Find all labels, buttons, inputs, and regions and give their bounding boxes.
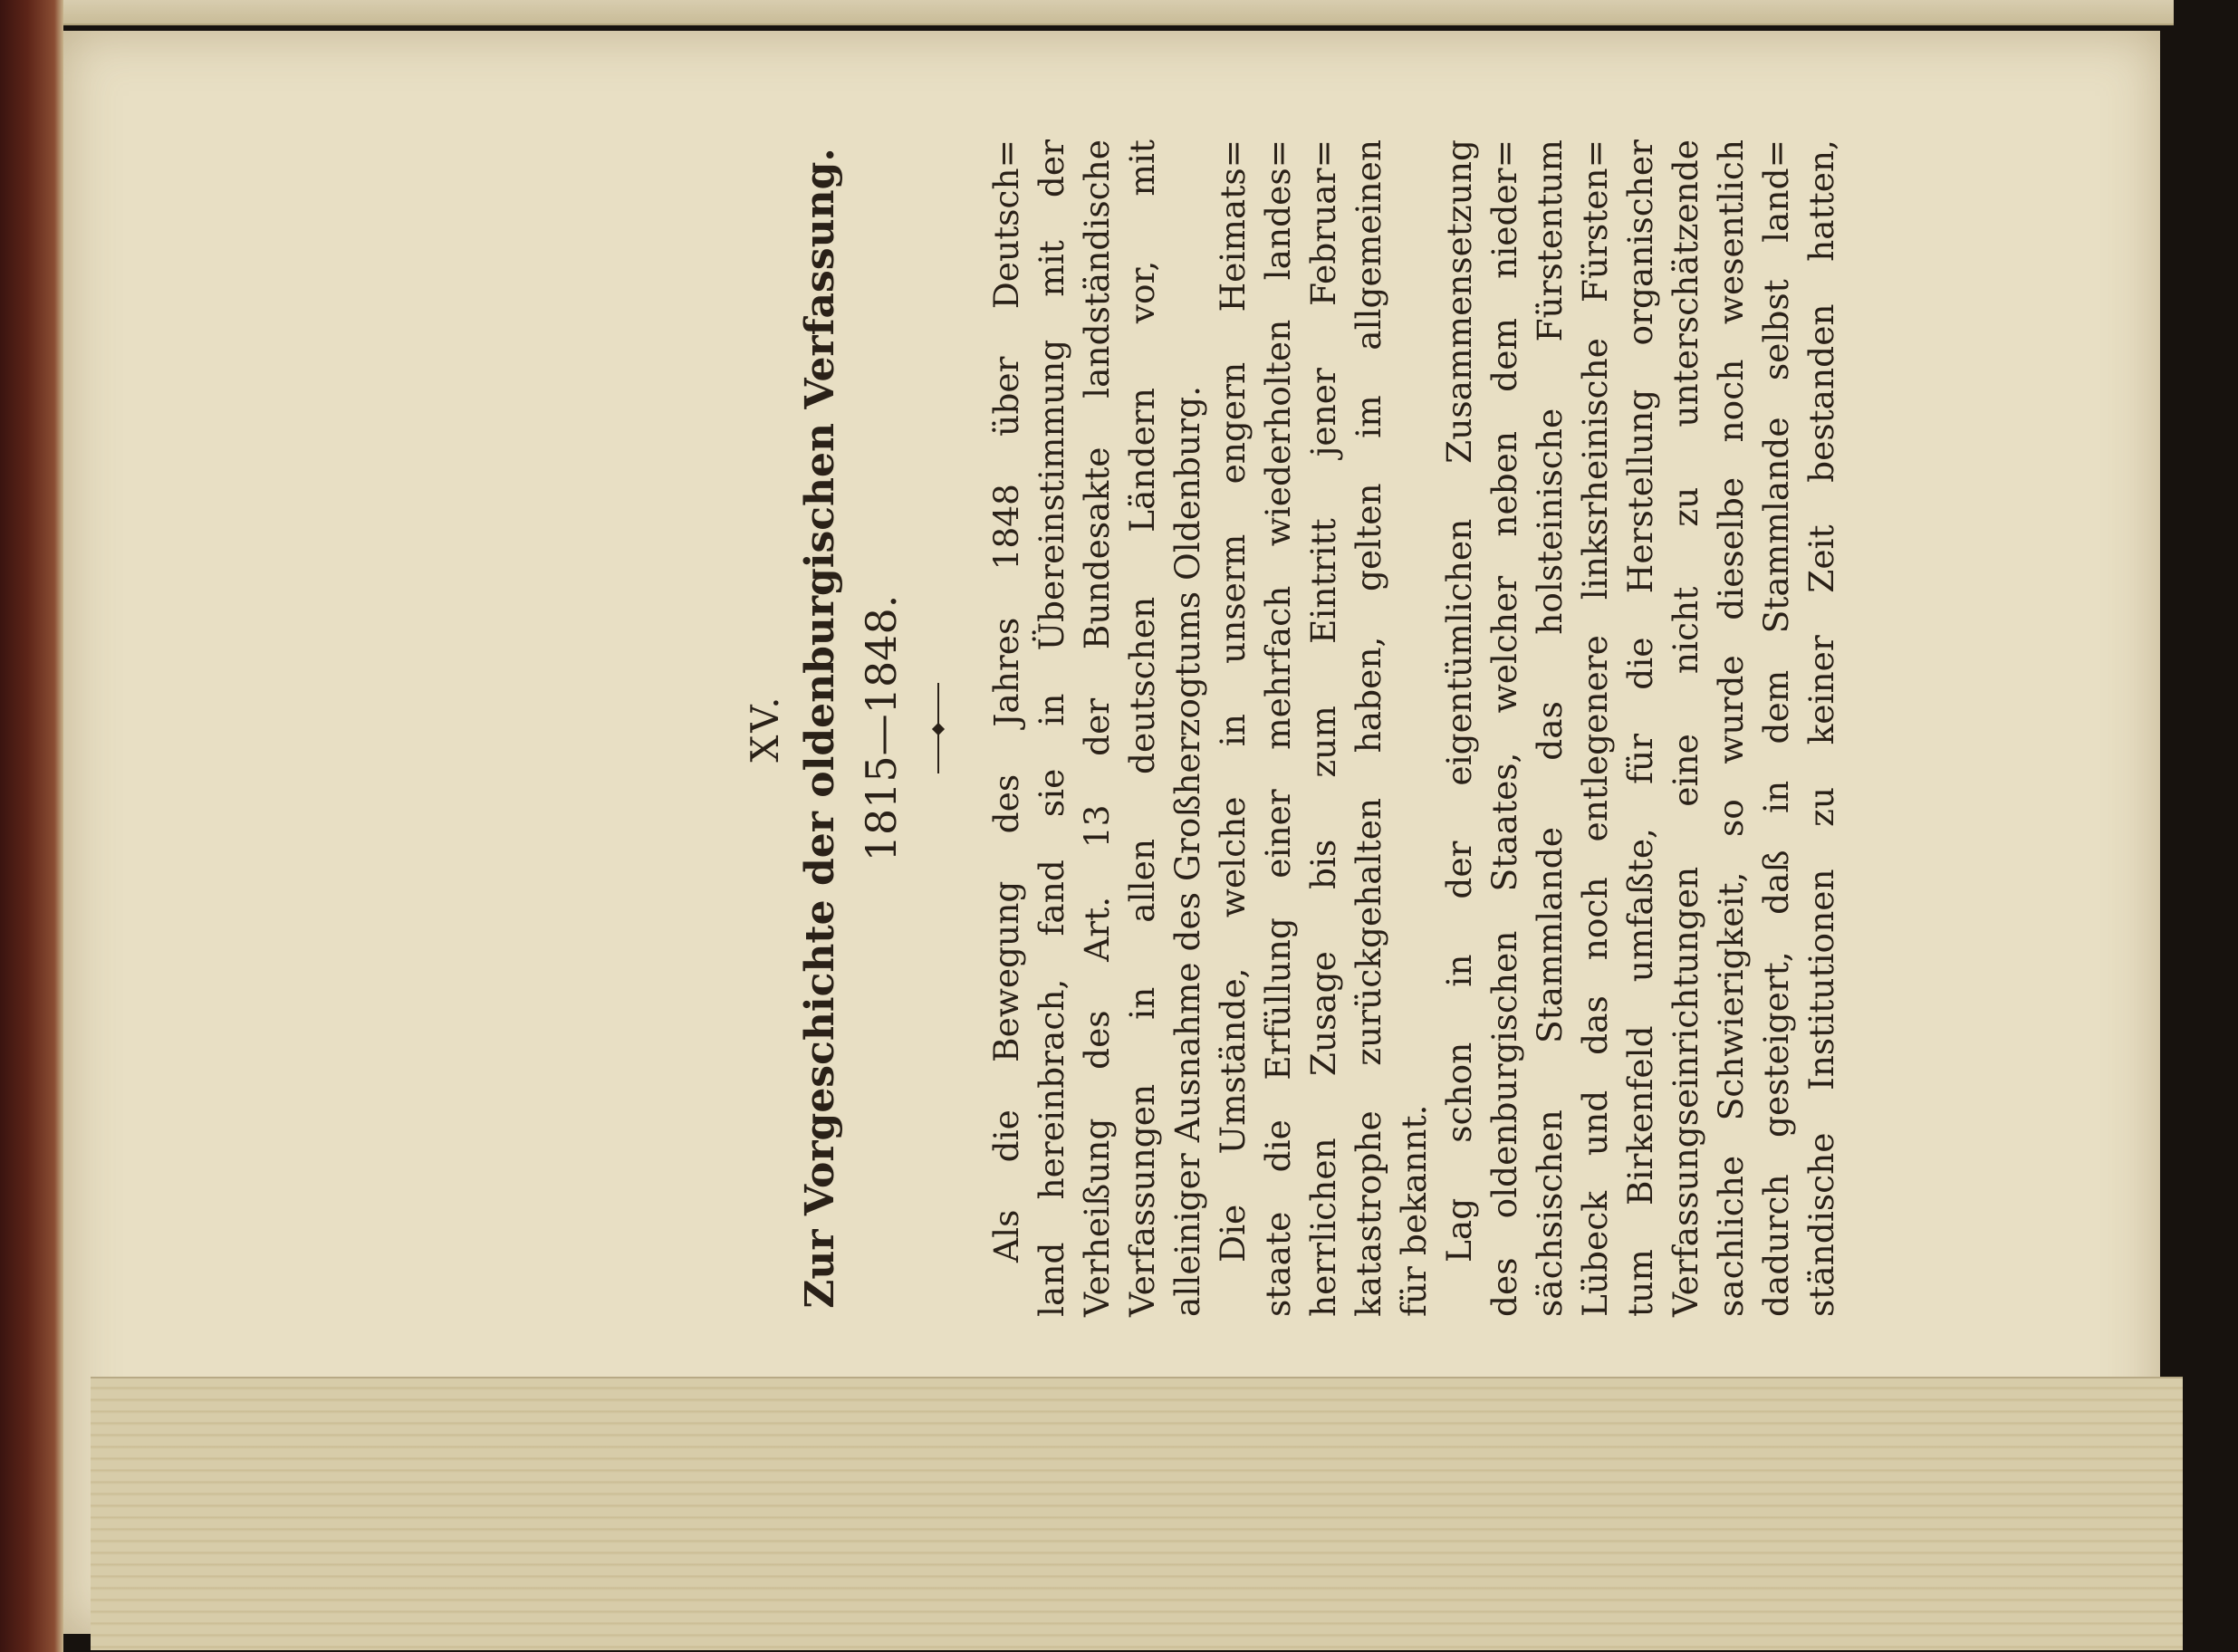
title-ornament-rule [929,683,947,773]
page-stack-edges [91,1377,2183,1650]
text-line: sachliche Schwierigkeit, so wurde dieselbe noch wesentlich [1711,139,1751,1317]
book-spine [0,0,63,1652]
text-line: dadurch gesteigert, daß in dem Stammlande selbst land= [1756,139,1796,1317]
paragraph-1 [984,139,1210,1317]
text-line: Verfassungseinrichtungen eine nicht zu unterschätzende [1666,139,1705,1317]
text-line: herrlichen Zusage bis zum Eintritt jener Februar= [1303,139,1343,1317]
chapter-number: XV. [743,694,787,763]
text-line: für bekannt. [1394,1104,1434,1317]
paragraph-2 [1210,139,1436,1317]
text-line: des oldenburgischen Staates, welcher neben dem nieder= [1484,139,1524,1317]
text-line: Verfassungen in allen deutschen Ländern vor, mit [1122,139,1162,1317]
text-line: Die Umstände, welche in unserm engern Heimats= [1213,139,1253,1263]
ornament-diamond [932,723,945,735]
body-text [984,139,1844,1317]
text-line: katastrophe zurückgehalten haben, gelten im allgemeinen [1349,139,1388,1317]
chapter-title: Zur Vorgeschichte der oldenburgischen Verfassung. [797,148,843,1309]
paragraph-3 [1436,139,1844,1317]
text-line: tum Birkenfeld umfaßte, für die Herstellung organischer [1620,139,1660,1317]
chapter-years: 1815—1848. [857,594,906,862]
page-text-block [743,139,1841,1317]
text-line: land hereinbrach, fand sie in Übereinstimmung mit der [1032,139,1071,1317]
text-line: Verheißung des Art. 13 der Bundesakte landständische [1077,139,1117,1317]
text-line: sächsischen Stammlande das holsteinische Fürstentum [1530,139,1570,1317]
text-line: staate die Erfüllung einer mehrfach wiederholten landes= [1258,139,1298,1317]
text-line: Lag schon in der eigentümlichen Zusammensetzung [1439,139,1479,1263]
text-line: alleiniger Ausnahme des Großherzogtums Oldenburg. [1167,385,1207,1317]
text-line: ständische Institutionen zu keiner Zeit bestanden hatten, [1801,139,1841,1317]
text-line: Als die Bewegung des Jahres 1848 über Deutsch= [986,139,1026,1263]
previous-page-edge [63,0,2174,25]
text-line: Lübeck und das noch entlegenere linksrheinische Fürsten= [1575,139,1615,1317]
